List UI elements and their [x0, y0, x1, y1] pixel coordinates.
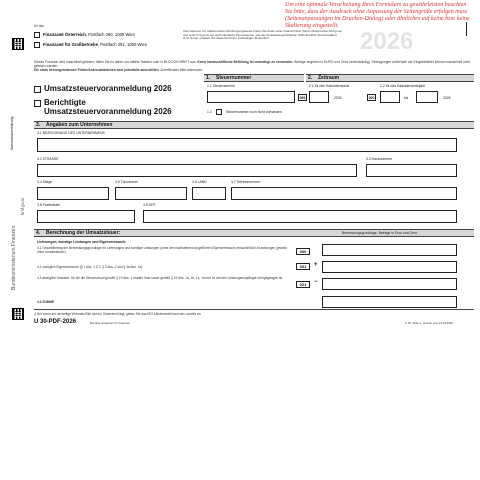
- section-4-subtitle: Lieferungen, sonstige Leistungen und Eigenverbrauch:: [37, 240, 127, 244]
- side-label-ministry: Bundesministerium Finanzen: [11, 225, 17, 290]
- house-number-input[interactable]: [366, 164, 457, 177]
- section-4-header: 4. Berechnung der Umsatzsteuer:: [34, 229, 474, 237]
- year-watermark: 2026: [360, 28, 414, 55]
- bis-label: bis: [404, 96, 409, 100]
- an-das-label: An das: [34, 24, 44, 28]
- plus-sign: +: [314, 262, 318, 268]
- checkbox-finanzamt-oesterreich[interactable]: [34, 32, 40, 38]
- label-2-2: 2.2 für das Kalendervierteljahr: [380, 84, 426, 88]
- section-1-header: 1. Steuernummer: [204, 74, 304, 82]
- month-input[interactable]: [309, 91, 329, 103]
- label-2-1: 2.1 für den Kalendermonat: [309, 84, 350, 88]
- label-no-steuernummer: Steuernummer noch nicht vorhanden: [226, 110, 282, 114]
- quarter-from-input[interactable]: [380, 91, 400, 103]
- section-2-header: 2. Zeitraum: [306, 74, 474, 82]
- label-3-9: 3.9 ORT: [143, 203, 156, 207]
- label-3-8: 3.8 Postleitzahl: [37, 203, 60, 207]
- code-000: 000: [296, 248, 310, 255]
- form-sub: Bundesministerium für Finanzen: [90, 321, 131, 325]
- section-3-header: 3. Angaben zum Unternehmen: [34, 121, 474, 129]
- section-4-right-header: Bemessungsgrundlage, Beträge in Euro und Cent: [342, 231, 417, 235]
- label-1-1: 1.1 Steuernummer: [207, 84, 236, 88]
- label-3-2: 3.2 STRASSE: [37, 157, 59, 161]
- section-4-bottom-rule: [34, 309, 474, 310]
- label-4-2: 4.2 zuzüglich Eigenverbrauch (§ 1 Abs. 1 Z 2, § 3 Abs. 2 und § 3a Abs. 1a): [37, 265, 143, 269]
- label-3-1: 3.1 BEZEICHNUNG DES UNTERNEHMENS: [37, 131, 105, 135]
- side-label-privacy: Datenschutzerklärung: [10, 116, 14, 150]
- option-finanzamt-oesterreich: Finanzamt Österreich, Postfach 260, 1000 Wien: [43, 32, 135, 37]
- qr-code-bottom: [12, 308, 24, 320]
- checkbox-uva[interactable]: [34, 86, 41, 93]
- option-finanzamt-grossbetriebe: Finanzamt für Großbetriebe, Postfach 251, 1000 Wien: [43, 42, 148, 47]
- input-4-1[interactable]: [322, 244, 457, 256]
- checkbox-finanzamt-grossbetriebe[interactable]: [34, 42, 40, 48]
- label-3-6: 3.6 LAND: [192, 180, 207, 184]
- footnote: ¹) Nur wenn der derzeitige Wohnsitz/Sitz nicht in Österreich liegt, geben Sie das ISO-Ländercode/Land des Landes an.: [34, 312, 202, 316]
- checkbox-berichtigte[interactable]: [34, 100, 41, 107]
- side-label-website: bmf.gv.at: [20, 198, 25, 215]
- stiege-input[interactable]: [37, 187, 109, 200]
- country-input[interactable]: [192, 187, 226, 200]
- label-3-3: 3.3 Hausnummer: [366, 157, 393, 161]
- company-name-input[interactable]: [37, 138, 457, 152]
- info-text: Informationen zur elektronischen Einbringungsweise finden Sie direkt unter FinanzOnline (https://finanzonline.bmf.gv.at) und unter bmf.gv.at, wo auch sämtliche Informationen, wie die Umsatzsteuerrichtlinien 2000 abrufbar (downloadbar) sind. Sonst, erhalten Sie diese bei Ihrem zuständigen Finanzamt.: [183, 29, 342, 41]
- label-3-7: 3.7 Telefonnummer: [231, 180, 260, 184]
- qr-code-top: [12, 38, 24, 50]
- input-4-3[interactable]: [322, 278, 457, 290]
- code-1-1: 000: [299, 96, 306, 100]
- year-label-b: 2026: [443, 96, 451, 100]
- code-001: 001: [296, 263, 310, 270]
- minus-sign: −: [314, 279, 318, 285]
- label-4-4: 4.4 SUMME: [37, 300, 55, 304]
- code-021: 021: [296, 281, 310, 288]
- street-input[interactable]: [37, 164, 357, 177]
- intro-text: Dieses Formular wird maschinell gelesen; füllen Sie es daher nur mittels Tastatur oder in BLOCKSCHRIFT aus. Keine handschriftliche Befüllung ist unbedingt zu vermeiden. Beträge angeben in EURO und Cent (rechtsbündig). Eintragungen außerhalb der Eingabefelder können maschinell nicht gelesen werden. Die stark hervorgehobenen Felder/Ankreuzkästchen sind jedenfalls auszufüllen. Zutreffendes bitte ankreuzen.: [34, 60, 471, 73]
- label-4-3: 4.3 abzüglich Umsätze, für die die Steuerschuld gemäß § 19 Abs. 1 zweiter Satz sowie gemäß § 19 Abs. 1a, 1b, 1c, 1d und 1e auf den Leistungsempfänger übergegangen ist: [37, 276, 283, 280]
- label-1-2: 1.2: [207, 110, 212, 114]
- input-4-2[interactable]: [322, 261, 457, 273]
- page-info: U 30, Seite 1, Version vom 12.03.2026: [405, 321, 453, 325]
- form-id: U 30-PDF-2026: [34, 319, 77, 325]
- door-number-input[interactable]: [115, 187, 187, 200]
- label-3-5: 3.5 Türnummer: [115, 180, 139, 184]
- quarter-to-input[interactable]: [416, 91, 438, 103]
- steuernummer-input[interactable]: [207, 91, 295, 103]
- checkbox-no-steuernummer[interactable]: [216, 109, 222, 115]
- print-notice-red: Um eine optimale Verarbeitung Ihres Formulars zu gewährleisten beachten Sie bitte, dass der Ausdruck ohne Anpassung der Seitengröße erfolgen muss (Seitenanpassungen im Drucken-Dialog) oder ähnliches auf keine bzw. keine Skalierung eingestellt.: [285, 2, 470, 29]
- header-corner-mark: [466, 22, 467, 36]
- title-berichtigte: Berichtigte Umsatzsteuervoranmeldung 2026: [44, 98, 172, 116]
- code-2: 000: [368, 96, 375, 100]
- input-4-4-sum[interactable]: [322, 296, 457, 308]
- label-4-1: 4.1 Gesamtbetrag der Bemessungsgrundlage für Lieferungen und sonstige Leistungen (ohne den nachstehend angeführten Eigenverbrauch) einschließlich Anzahlungen (jeweils ohne Umsatzsteuer): [37, 246, 287, 254]
- city-input[interactable]: [143, 210, 457, 223]
- label-3-4: 3.4 Stiege: [37, 180, 53, 184]
- title-uva: Umsatzsteuervoranmeldung 2026: [44, 84, 172, 93]
- postal-code-input[interactable]: [37, 210, 135, 223]
- phone-input[interactable]: [231, 187, 457, 200]
- year-label-a: 2026: [334, 96, 342, 100]
